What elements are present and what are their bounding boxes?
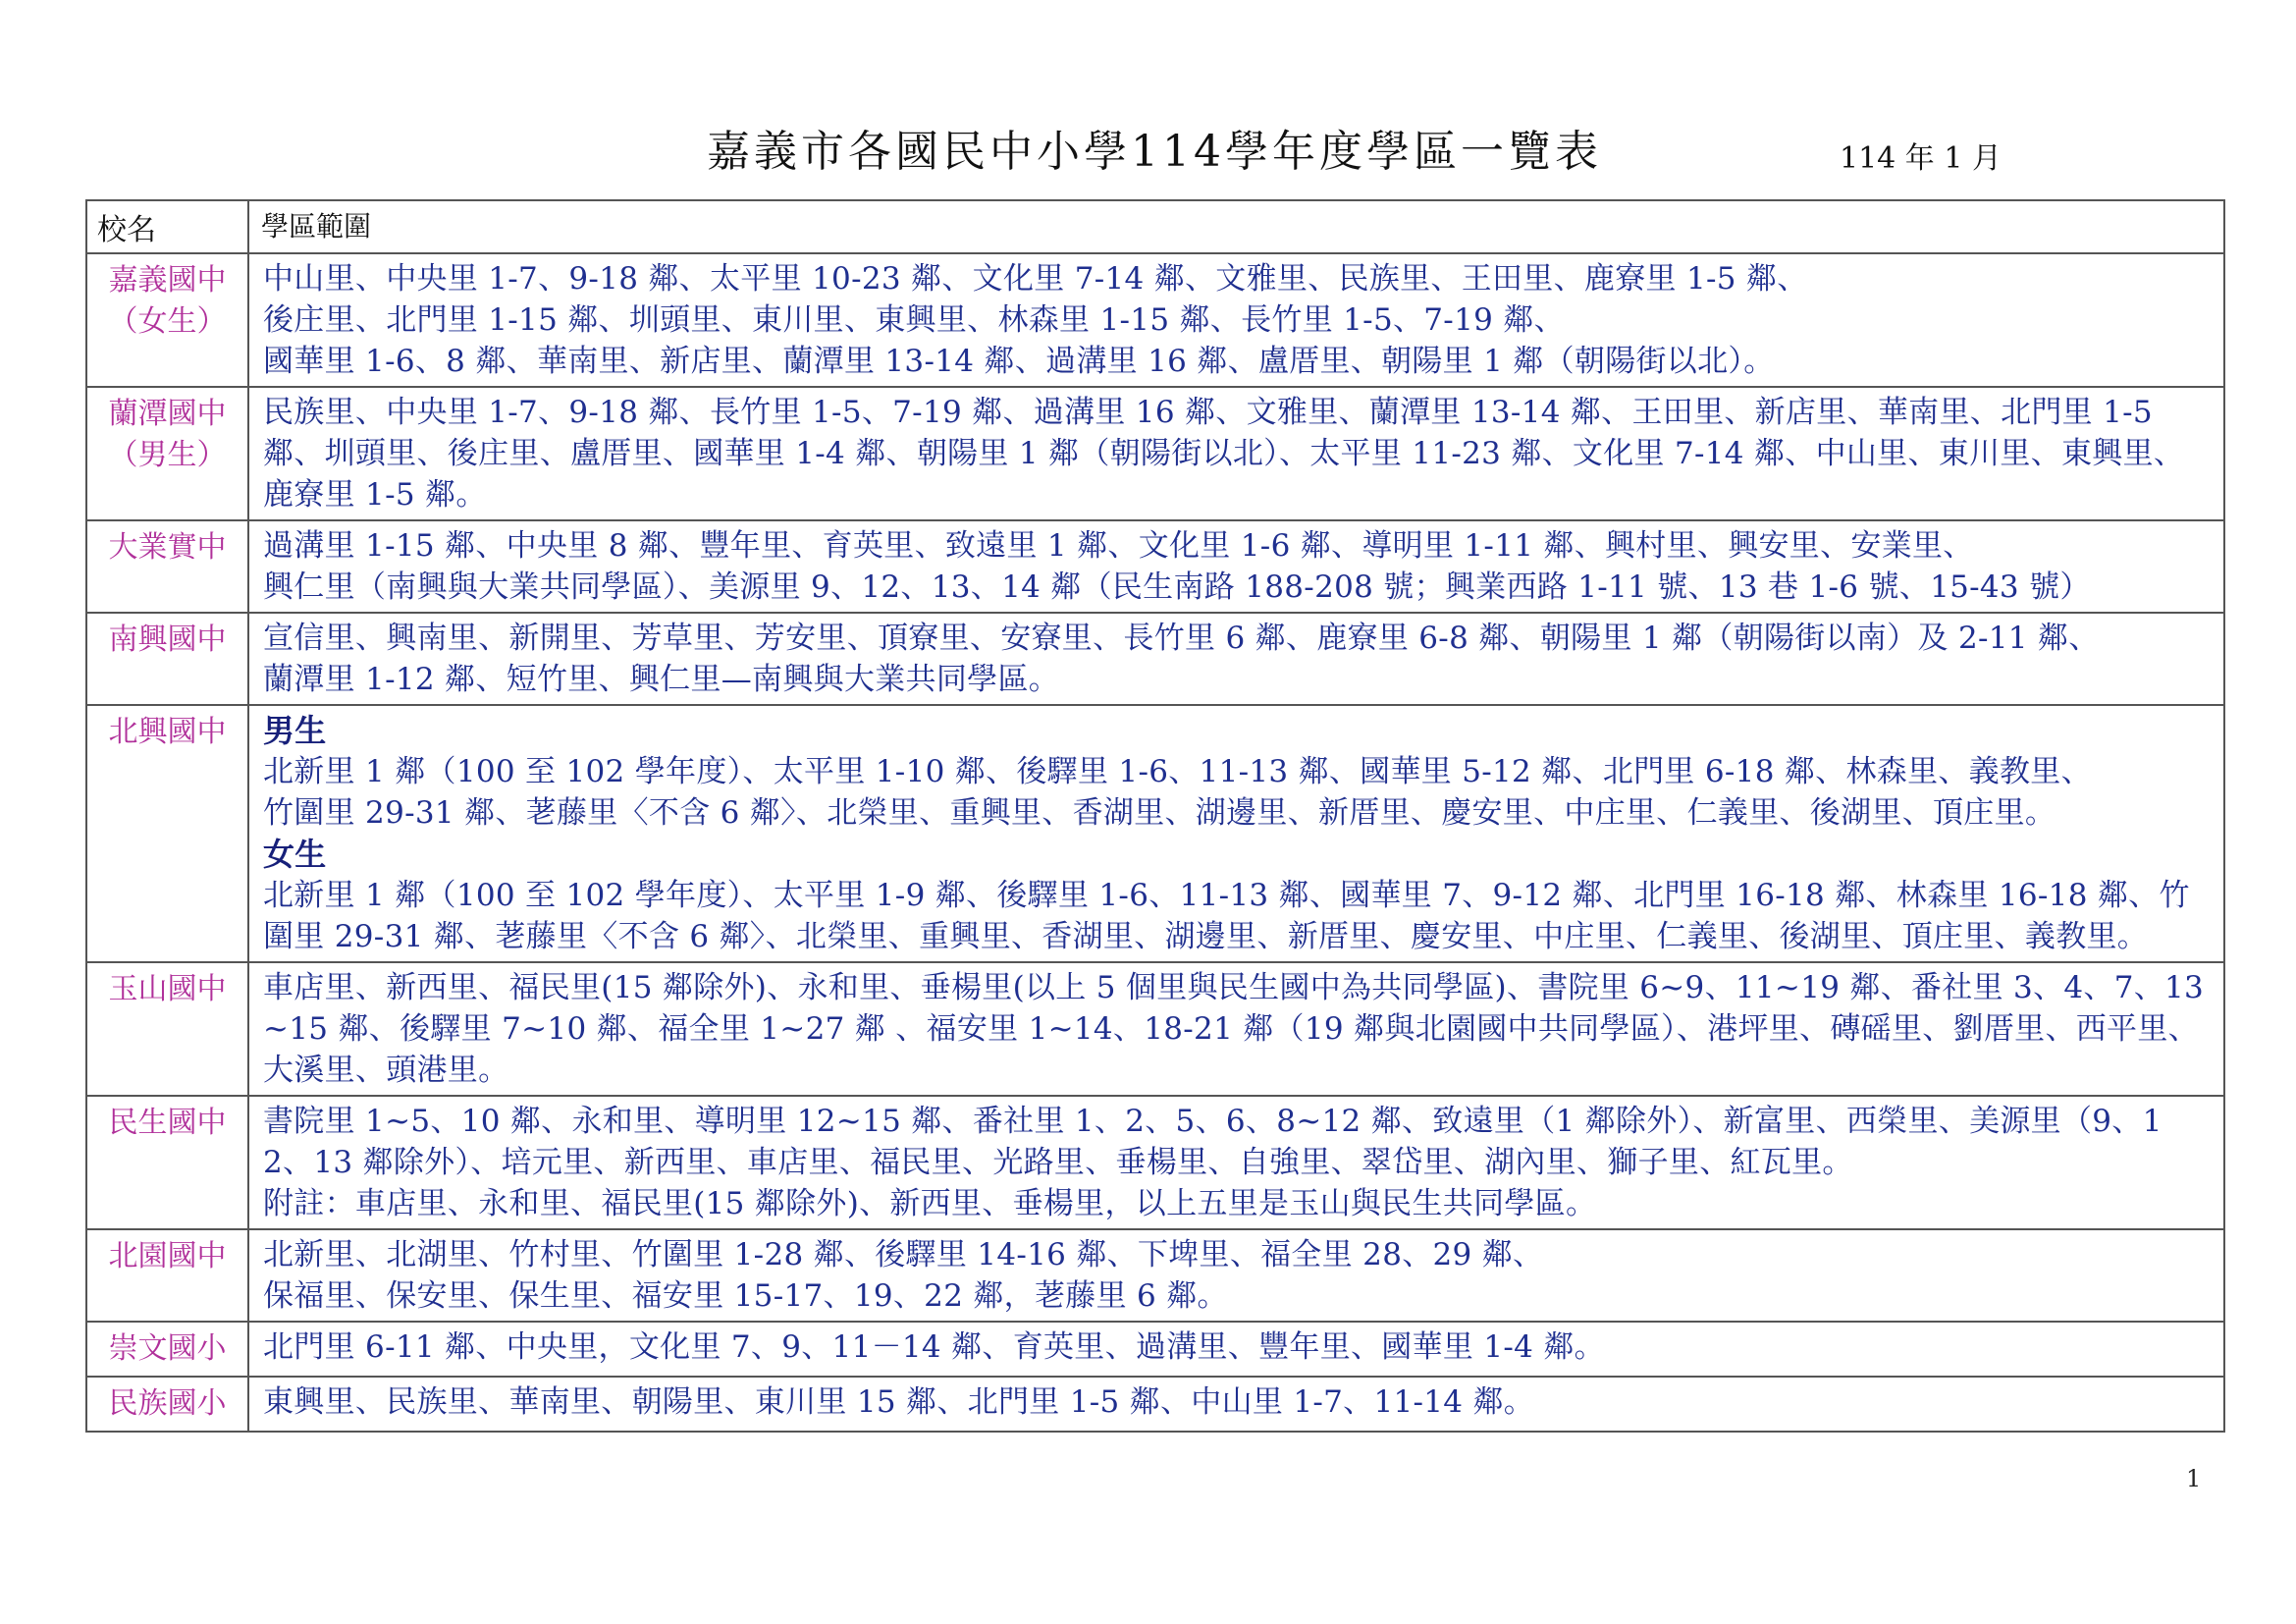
range-line: 北新里、北湖里、竹村里、竹圍里 1-28 鄰、後驛里 14-16 鄰、下埤里、福全里 28、29 鄰、: [263, 1237, 1544, 1272]
range-line: 國華里 1-6、8 鄰、華南里、新店里、蘭潭里 13-14 鄰、過溝里 16 鄰、盧厝里、朝陽里 1 鄰（朝陽街以北）。: [263, 344, 1775, 379]
table-row: [86, 1096, 2224, 1229]
table-header-row: [86, 200, 2224, 253]
school-name: 民生國中: [108, 1106, 227, 1140]
range-line: 北門里 6-11 鄰、中央里，文化里 7、9、11－14 鄰、育英里、過溝里、豐年里、國華里 1-4 鄰。: [263, 1329, 1605, 1365]
school-name: 大業實中: [108, 530, 227, 565]
school-name-cell: [86, 705, 248, 962]
school-name: 玉山國中: [108, 972, 227, 1006]
school-gender-note: （男生）: [108, 438, 227, 472]
range-text: 書院里 1~5、10 鄰、永和里、導明里 12~15 鄰、番社里 1、2、5、6、8~12 鄰、致遠里（1 鄰除外）、新富里、西榮里、美源里（9、12、13 鄰除外）、培元里、新西里、車店里、福民里、光路里、垂楊里、自強里、翠岱里、湖內里、獅子里、紅瓦里。: [263, 1104, 2163, 1180]
school-name: 蘭潭國中: [108, 397, 227, 431]
range-line: 東興里、民族里、華南里、朝陽里、東川里 15 鄰、北門里 1-5 鄰、中山里 1-7、11-14 鄰。: [263, 1384, 1535, 1420]
header-school-name: 校名: [86, 200, 248, 253]
range-line: 宣信里、興南里、新開里、芳草里、芳安里、頂寮里、安寮里、長竹里 6 鄰、鹿寮里 6-8 鄰、朝陽里 1 鄰（朝陽街以南）及 2-11 鄰、: [263, 621, 2100, 656]
school-name: 民族國小: [108, 1386, 227, 1421]
table-row: [86, 387, 2224, 520]
school-name-cell: [86, 962, 248, 1096]
range-line: 保福里、保安里、保生里、福安里 15-17、19、22 鄰，荖藤里 6 鄰。: [263, 1278, 1228, 1314]
range-text: 民族里、中央里 1-7、9-18 鄰、長竹里 1-5、7-19 鄰、過溝里 16 鄰、文雅里、蘭潭里 13-14 鄰、王田里、新店里、華南里、北門里 1-5 鄰、圳頭里、後庄里、盧厝里、國華里 1-4 鄰、朝陽里 1 鄰（朝陽街以北）、太平里 11-23 鄰、文化里 7-14 鄰、中山里、東川里、東興里、鹿寮里 1-5 鄰。: [263, 395, 2185, 513]
table-row: [86, 1377, 2224, 1432]
range-line: 過溝里 1-15 鄰、中央里 8 鄰、豐年里、育英里、致遠里 1 鄰、文化里 1-6 鄰、導明里 1-11 鄰、興村里、興安里、安業里、: [263, 528, 1974, 564]
page-header: [0, 116, 2296, 194]
school-name-cell: [86, 253, 248, 387]
school-district-table: [85, 199, 2225, 1433]
table-row: [86, 520, 2224, 613]
district-range-cell: [248, 1096, 2224, 1229]
range-text: 車店里、新西里、福民里(15 鄰除外)、永和里、垂楊里(以上 5 個里與民生國中為共同學區)、書院里 6~9、11~19 鄰、番社里 3、4、7、13~15 鄰、後驛里 7~10 鄰、福全里 1~27 鄰 、福安里 1~14、18-21 鄰（19 鄰與北園國中共同學區）、港坪里、磚磘里、劉厝里、西平里、大溪里、頭港里。: [263, 970, 2205, 1088]
range-line: 竹圍里 29-31 鄰、荖藤里〈不含 6 鄰〉、北榮里、重興里、香湖里、湖邊里、新厝里、慶安里、中庄里、仁義里、後湖里、頂庄里。: [263, 795, 2056, 831]
footnote: 附註：車店里、永和里、福民里(15 鄰除外)、新西里、垂楊里，以上五里是玉山與民生共同學區。: [263, 1186, 1597, 1221]
school-name-cell: [86, 1322, 248, 1377]
district-range-cell: [248, 1377, 2224, 1432]
school-name: 南興國中: [108, 623, 227, 657]
district-range-cell: [248, 613, 2224, 705]
header-district-range: 學區範圍: [248, 200, 2224, 253]
school-name: 崇文國小: [108, 1331, 227, 1366]
district-range-cell: [248, 962, 2224, 1096]
range-line: 中山里、中央里 1-7、9-18 鄰、太平里 10-23 鄰、文化里 7-14 鄰、文雅里、民族里、王田里、鹿寮里 1-5 鄰、: [263, 261, 1808, 297]
table-row: [86, 613, 2224, 705]
table-row: [86, 1229, 2224, 1322]
table-row: [86, 1322, 2224, 1377]
document-title: 嘉義市各國民中小學114學年度學區一覽表: [707, 127, 1602, 177]
girls-heading: 女生: [263, 836, 327, 873]
school-gender-note: （女生）: [108, 304, 227, 339]
range-line: 興仁里（南興與大業共同學區）、美源里 9、12、13、14 鄰（民生南路 188-208 號；興業西路 1-11 號、13 巷 1-6 號、15-43 號）: [263, 569, 2091, 605]
school-name-cell: [86, 387, 248, 520]
boys-heading: 男生: [263, 712, 327, 749]
range-line: 北新里 1 鄰（100 至 102 學年度）、太平里 1-10 鄰、後驛里 1-6、11-13 鄰、國華里 5-12 鄰、北門里 6-18 鄰、林森里、義教里、: [263, 754, 2092, 789]
range-line: 蘭潭里 1-12 鄰、短竹里、興仁里—南興與大業共同學區。: [263, 662, 1060, 697]
table-row: [86, 962, 2224, 1096]
table-row: [86, 705, 2224, 962]
district-range-cell: [248, 705, 2224, 962]
range-line: 後庄里、北門里 1-15 鄰、圳頭里、東川里、東興里、林森里 1-15 鄰、長竹里 1-5、7-19 鄰、: [263, 302, 1565, 338]
school-name-cell: [86, 1096, 248, 1229]
school-name: 嘉義國中: [108, 263, 227, 298]
district-range-cell: [248, 387, 2224, 520]
page-number: 1: [2186, 1465, 2202, 1492]
table-row: [86, 253, 2224, 387]
school-name-cell: [86, 1377, 248, 1432]
school-name-cell: [86, 1229, 248, 1322]
district-range-cell: [248, 1322, 2224, 1377]
district-range-cell: [248, 253, 2224, 387]
school-name-cell: [86, 613, 248, 705]
school-name: 北園國中: [108, 1239, 227, 1273]
school-name-cell: [86, 520, 248, 613]
range-text: 北新里 1 鄰（100 至 102 學年度）、太平里 1-9 鄰、後驛里 1-6、11-13 鄰、國華里 7、9-12 鄰、北門里 16-18 鄰、林森里 16-18 鄰、竹圍里 29-31 鄰、荖藤里〈不含 6 鄰〉、北榮里、重興里、香湖里、湖邊里、新厝里、慶安里、中庄里、仁義里、後湖里、頂庄里、義教里。: [263, 878, 2190, 954]
district-range-cell: [248, 1229, 2224, 1322]
school-name: 北興國中: [108, 715, 227, 749]
document-date: 114 年 1 月: [1840, 141, 2002, 176]
district-range-cell: [248, 520, 2224, 613]
